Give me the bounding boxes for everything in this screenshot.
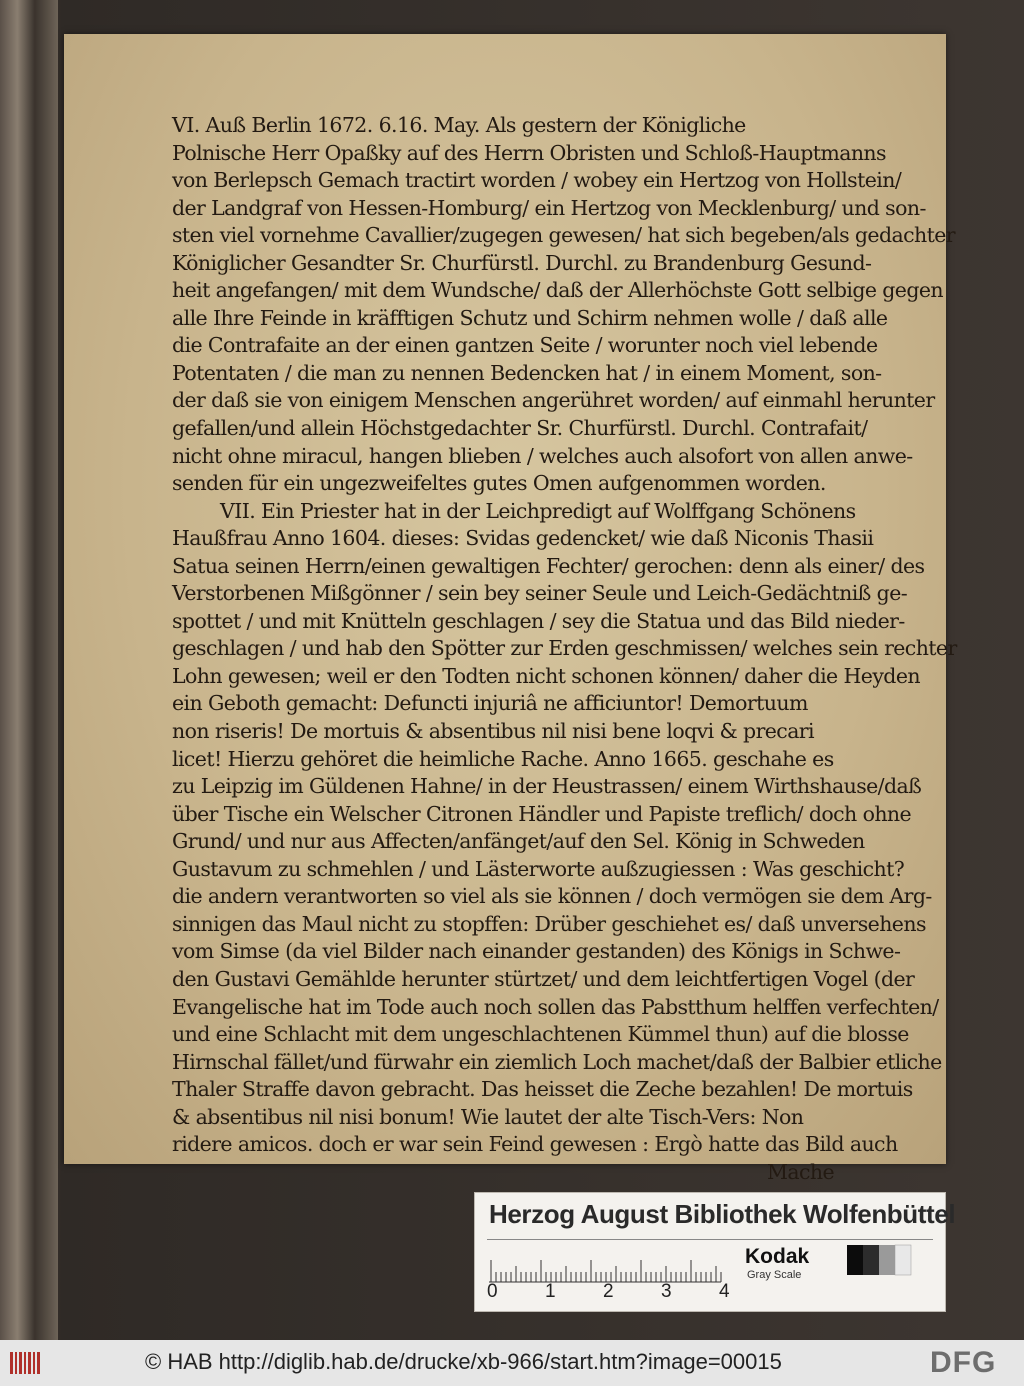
text-line: nicht ohne miracul, hangen blieben / welches auch alsofort von allen anwe- bbox=[172, 443, 913, 468]
text-line: Königlicher Gesandter Sr. Churfürstl. Durchl. zu Brandenburg Gesund- bbox=[172, 250, 872, 275]
text-line: sten viel vornehme Cavallier/zugegen gewesen/ hat sich begeben/als gedachter bbox=[172, 223, 955, 248]
text-line: Satua seinen Herrn/einen gewaltigen Fechter/ gerochen: denn als einer/ des bbox=[172, 553, 925, 578]
text-line: sinnigen das Maul nicht zu stopffen: Drüber geschiehet es/ daß unversehens bbox=[172, 911, 926, 936]
viewer-footer bbox=[0, 1340, 1024, 1386]
text-line: Thaler Straffe davon gebracht. Das heisset die Zeche bezahlen! De mortuis bbox=[172, 1077, 913, 1102]
text-line: licet! Hierzu gehöret die heimliche Rache. Anno 1665. geschahe es bbox=[172, 746, 834, 771]
text-line: heit angefangen/ mit dem Wundsche/ daß der Allerhöchste Gott selbige gegen bbox=[172, 278, 943, 303]
ruler-number-2: 2 bbox=[603, 1281, 614, 1302]
dfg-logo: DFG bbox=[930, 1346, 997, 1379]
text-line: die Contrafaite an der einen gantzen Seite / worunter noch viel lebende bbox=[172, 333, 878, 358]
text-line: spottet / und mit Knütteln geschlagen / sey die Statua und das Bild nieder- bbox=[172, 608, 905, 633]
source-link[interactable]: © HAB http://diglib.hab.de/drucke/xb-966/start.htm?image=00015 bbox=[145, 1349, 782, 1374]
ruler-number-3: 3 bbox=[661, 1281, 672, 1302]
text-line: den Gustavi Gemählde herunter stürtzet/ und dem leichtfertigen Vogel (der bbox=[172, 966, 915, 991]
text-line: non riseris! De mortuis & absentibus nil nisi bene loqvi & precari bbox=[172, 719, 814, 744]
ruler-number-4: 4 bbox=[719, 1281, 730, 1302]
card-divider bbox=[487, 1239, 933, 1240]
page-text bbox=[172, 112, 957, 1186]
ruler-scale bbox=[489, 1253, 721, 1283]
text-line: Gustavum zu schmehlen / und Lästerworte außzugiessen : Was geschicht? bbox=[172, 856, 905, 881]
text-line: Haußfrau Anno 1604. dieses: Svidas gedencket/ wie daß Niconis Thasii bbox=[172, 526, 874, 551]
text-line: Grund/ und nur aus Affecten/anfänget/auf den Sel. König in Schweden bbox=[172, 829, 865, 854]
text-line: ridere amicos. doch er war sein Feind gewesen : Ergò hatte das Bild auch bbox=[172, 1132, 898, 1157]
text-line: Mache bbox=[766, 1159, 834, 1184]
kodak-brand: Kodak bbox=[745, 1245, 810, 1268]
text-line: alle Ihre Feinde in kräfftigen Schutz und Schirm nehmen wolle / daß alle bbox=[172, 305, 888, 330]
gray-scale-patches bbox=[847, 1245, 911, 1275]
text-line: Potentaten / die man zu nennen Bedencken hat / in einem Moment, son- bbox=[172, 360, 882, 385]
text-line: Polnische Herr Opaßky auf des Herrn Obristen und Schloß-Hauptmanns bbox=[172, 140, 886, 165]
text-line: und eine Schlacht mit dem ungeschlachtenen Kümmel thun) auf die blosse bbox=[172, 1022, 909, 1047]
text-line: Verstorbenen Mißgönner / sein bey seiner Seule und Leich-Gedächtniß ge- bbox=[172, 581, 908, 606]
text-line: senden für ein ungezweifeltes gutes Omen aufgenommen worden. bbox=[172, 471, 826, 496]
text-line: VI. Auß Berlin 1672. 6.16. May. Als gestern der Königliche bbox=[172, 113, 746, 137]
kodak-gray-scale-label: Gray Scale bbox=[747, 1269, 802, 1281]
text-line: Hirnschal fället/und fürwahr ein ziemlich Loch machet/daß der Balbier etliche bbox=[172, 1049, 942, 1074]
library-scale-card bbox=[474, 1192, 956, 1312]
text-line: Lohn gewesen; weil er den Todten nicht schonen können/ daher die Heyden bbox=[172, 663, 920, 688]
hab-barcode-logo-icon bbox=[10, 1350, 40, 1376]
text-line: & absentibus nil nisi bonum! Wie lautet der alte Tisch-Vers: Non bbox=[172, 1104, 804, 1129]
text-line: ein Geboth gemacht: Defuncti injuriâ ne afficiuntor! Demortuum bbox=[172, 691, 808, 716]
text-line: vom Simse (da viel Bilder nach einander gestanden) des Königs in Schwe- bbox=[172, 939, 901, 964]
text-line: geschlagen / und hab den Spötter zur Erden geschmissen/ welches sein rechter bbox=[172, 636, 957, 661]
ruler-number-0: 0 bbox=[487, 1281, 498, 1302]
text-line: zu Leipzig im Güldenen Hahne/ in der Heustrassen/ einem Wirthshause/daß bbox=[172, 774, 922, 799]
text-line: gefallen/und allein Höchstgedachter Sr. Churfürstl. Durchl. Contrafait/ bbox=[172, 416, 868, 441]
text-line: Evangelische hat im Tode auch noch sollen das Pabstthum helffen verfechten/ bbox=[172, 994, 939, 1019]
text-line: der Landgraf von Hessen-Homburg/ ein Hertzog von Mecklenburg/ und son- bbox=[172, 195, 926, 220]
ruler-number-1: 1 bbox=[545, 1281, 556, 1302]
book-binding bbox=[0, 0, 58, 1340]
text-line: die andern verantworten so viel als sie können / doch vermögen sie dem Arg- bbox=[172, 884, 932, 909]
text-line: über Tische ein Welscher Citronen Händler und Papiste treflich/ doch ohne bbox=[172, 801, 912, 826]
text-line: VII. Ein Priester hat in der Leichpredigt auf Wolffgang Schönens bbox=[220, 498, 856, 523]
text-line: von Berlepsch Gemach tractirt worden / wobey ein Hertzog von Hollstein/ bbox=[172, 168, 902, 193]
text-line: der daß sie von einigem Menschen angerühret worden/ auf einmahl herunter bbox=[172, 388, 935, 413]
library-name: Herzog August Bibliothek Wolfenbüttel bbox=[489, 1199, 956, 1229]
